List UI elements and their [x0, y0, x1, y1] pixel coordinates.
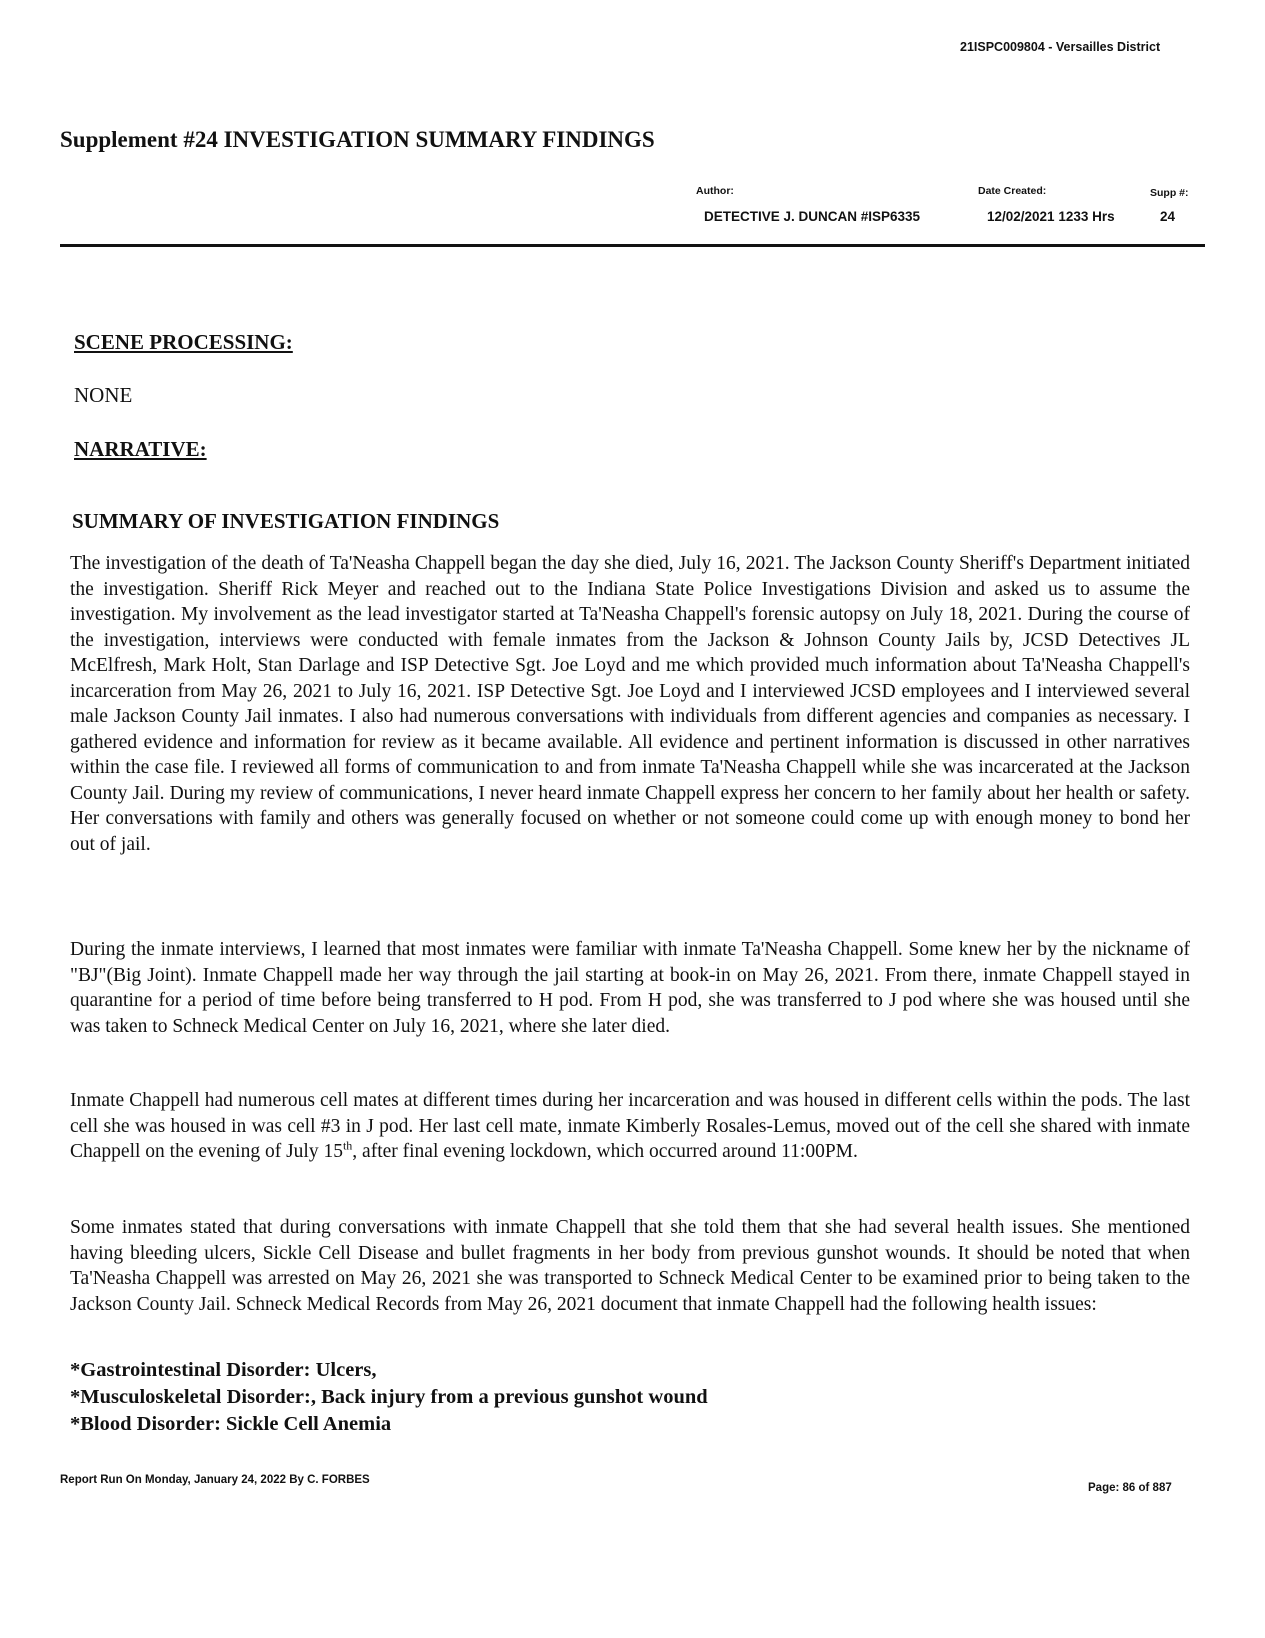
narrative-heading: NARRATIVE:: [74, 437, 207, 461]
health-issue-item: *Gastrointestinal Disorder: Ulcers,: [70, 1359, 377, 1381]
header-divider: [60, 244, 1205, 247]
date-created-value: 12/02/2021 1233 Hrs: [987, 209, 1115, 224]
supp-number-value: 24: [1160, 209, 1176, 224]
scene-processing-heading: SCENE PROCESSING:: [74, 330, 293, 354]
narrative-paragraph-4: Some inmates stated that during conversations with inmate Chappell that she told them that she had several health issues. She mentioned having bleeding ulcers, Sickle Cell Disease and bullet fragments in her body from previous gunshot wounds. It should be noted that when Ta'Neasha Chappell was arrested on May 26, 2021 she was transported to Schneck Medical Center to be examined prior to being taken to the Jackson County Jail. Schneck Medical Records from May 26, 2021 document that inmate Chappell had the following health issues:: [70, 1217, 1190, 1315]
summary-heading: SUMMARY OF INVESTIGATION FINDINGS: [72, 509, 500, 533]
date-created-label: Date Created:: [978, 185, 1047, 197]
health-issue-item: *Musculoskeletal Disorder:, Back injury from a previous gunshot wound: [70, 1386, 708, 1408]
author-value: DETECTIVE J. DUNCAN #ISP6335: [704, 209, 921, 224]
author-label: Author:: [696, 185, 734, 197]
scene-processing-value: NONE: [74, 383, 133, 407]
health-issue-item: *Blood Disorder: Sickle Cell Anemia: [70, 1413, 392, 1435]
narrative-paragraph-3: [70, 1088, 1190, 1165]
case-number: 21ISPC009804 - Versailles District: [960, 40, 1161, 54]
narrative-paragraph-2: During the inmate interviews, I learned that most inmates were familiar with inmate Ta'Neasha Chappell. Some knew her by the nickname of "BJ"(Big Joint). Inmate Chappell made her way through the jail starting at book-in on May 26, 2021. From there, inmate Chappell stayed in quarantine for a period of time before being transferred to H pod. From H pod, she was transferred to J pod where she was housed until she was taken to Schneck Medical Center on July 16, 2021, where she later died.: [70, 939, 1190, 1037]
page-number: Page: 86 of 887: [1088, 1482, 1172, 1494]
document-title: Supplement #24 INVESTIGATION SUMMARY FINDINGS: [60, 127, 655, 152]
report-run-info: Report Run On Monday, January 24, 2022 By C. FORBES: [60, 1474, 370, 1486]
supp-number-label: Supp #:: [1150, 187, 1189, 199]
ordinal-suffix: th: [342, 1138, 353, 1153]
paragraph-3-text-end: , after final evening lockdown, which occurred around 11:00PM.: [352, 1141, 858, 1162]
paragraph-3-text: Inmate Chappell had numerous cell mates at different times during her incarceration and was housed in different cells within the pods. The last cell she was housed in was cell #3 in J pod. Her last cell mate, inmate Kimberly Rosales-Lemus, moved out of the cell she shared with inmate Chappell on the evening of July 15: [70, 1090, 1190, 1162]
narrative-paragraph-1: The investigation of the death of Ta'Neasha Chappell began the day she died, July 16, 2021. The Jackson County Sheriff's Department initiated the investigation. Sheriff Rick Meyer and reached out to the Indiana State Police Investigations Division and asked us to assume the investigation. My involvement as the lead investigator started at Ta'Neasha Chappell's forensic autopsy on July 18, 2021. During the course of the investigation, interviews were conducted with female inmates from the Jackson & Johnson County Jails by, JCSD Detectives JL McElfresh, Mark Holt, Stan Darlage and ISP Detective Sgt. Joe Loyd and me which provided much information about Ta'Neasha Chappell's incarceration from May 26, 2021 to July 16, 2021. ISP Detective Sgt. Joe Loyd and I interviewed JCSD employees and I interviewed several male Jackson County Jail inmates. I also had numerous conversations with individuals from different agencies and companies as necessary. I gathered evidence and information for review as it became available. All evidence and pertinent information is discussed in other narratives within the case file. I reviewed all forms of communication to and from inmate Ta'Neasha Chappell while she was incarcerated at the Jackson County Jail. During my review of communications, I never heard inmate Chappell express her concern to her family about her health or safety. Her conversations with family and others was generally focused on whether or not someone could come up with enough money to bond her out of jail.: [70, 553, 1190, 855]
